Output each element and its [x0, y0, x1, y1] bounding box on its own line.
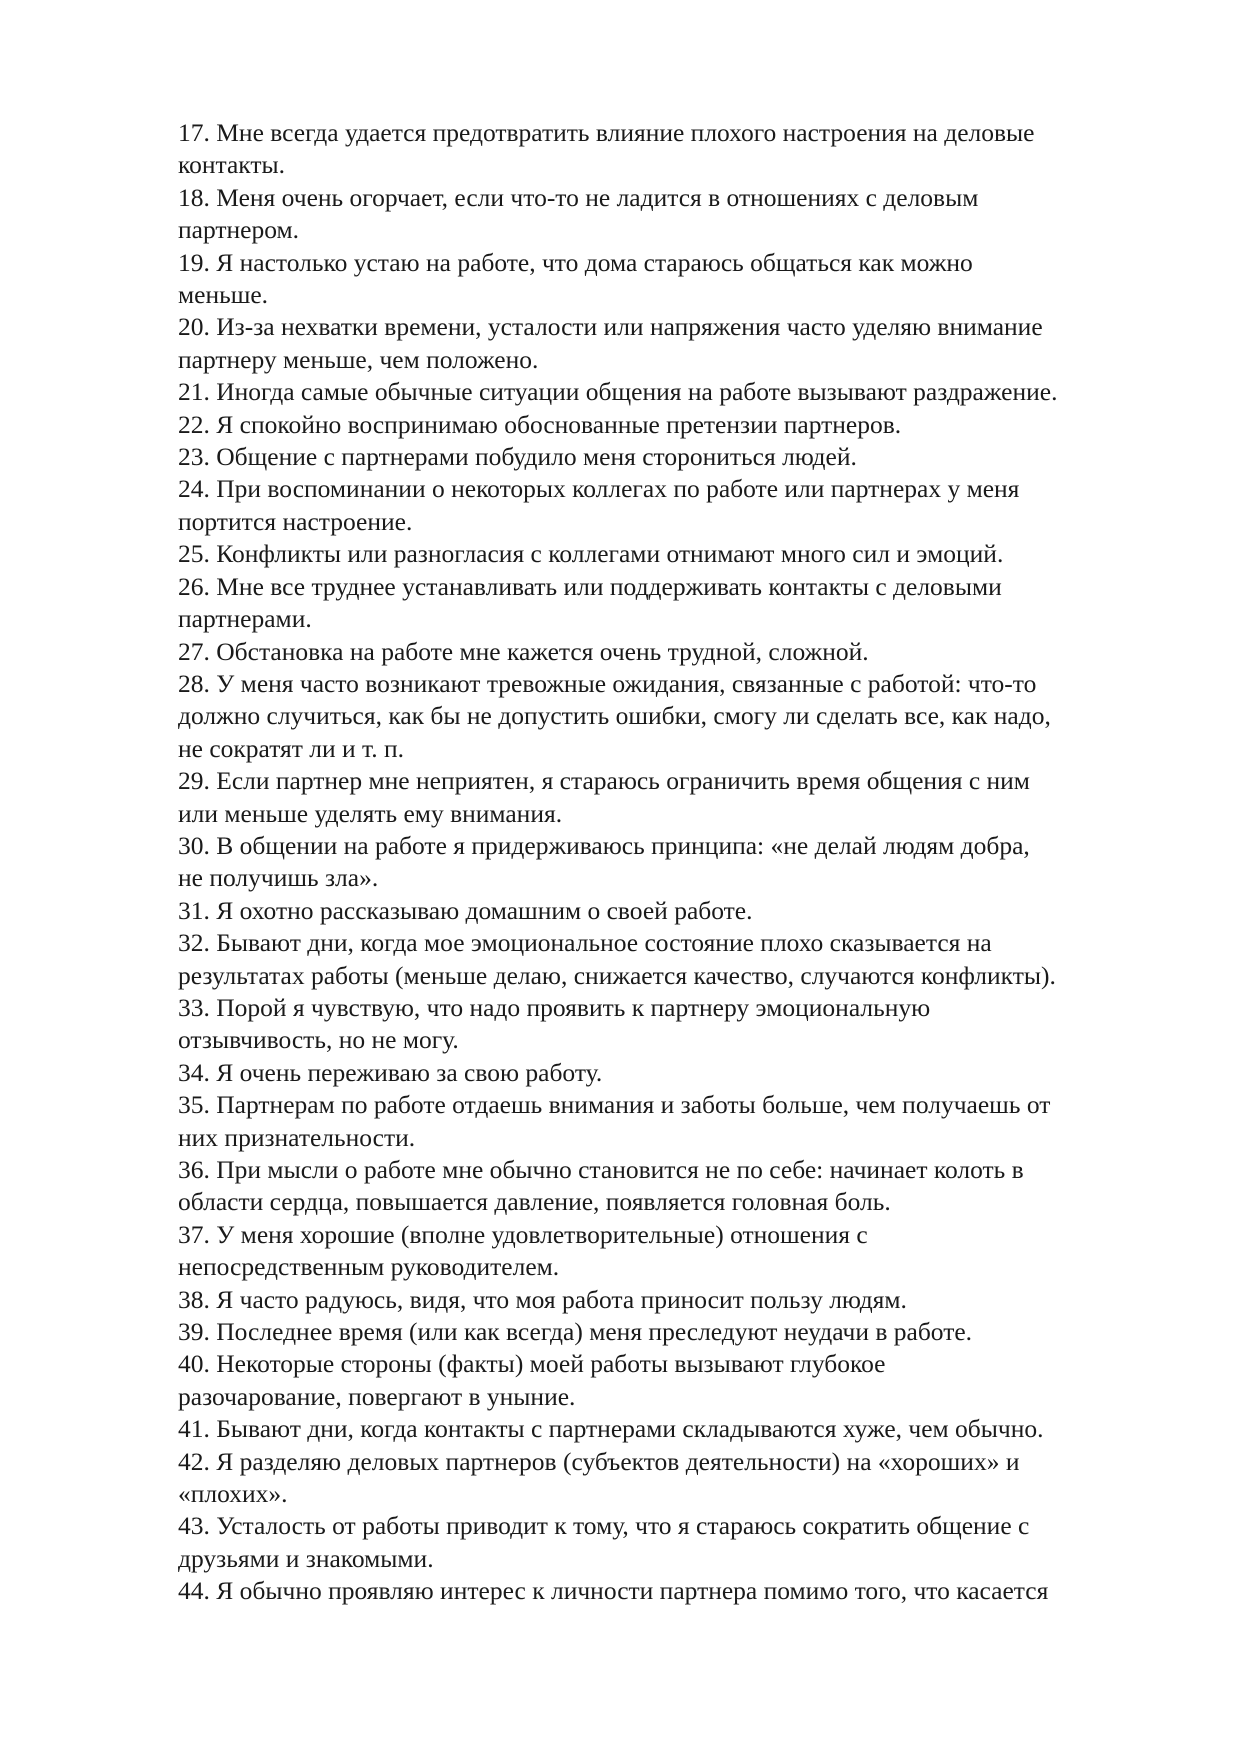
item-number: 29.: [178, 766, 210, 796]
item-continuation-line: меньше.: [178, 280, 269, 310]
item-text: Я настолько устаю на работе, что дома стараюсь общаться как можно: [216, 247, 973, 277]
item-text: Я спокойно воспринимаю обоснованные претензии партнеров.: [216, 409, 902, 439]
item-number: 36.: [178, 1155, 210, 1184]
questionnaire-item: [178, 1348, 1178, 1413]
item-first-line: [178, 1219, 1178, 1251]
item-first-line: [178, 1446, 1178, 1478]
item-text: Последнее время (или как всегда) меня преследуют неудачи в работе.: [216, 1317, 973, 1347]
item-first-line: [178, 927, 1178, 959]
item-text: Партнерам по работе отдаешь внимания и заботы больше, чем получаешь от: [216, 1090, 1051, 1120]
item-text: Общение с партнерами побудило меня сторониться людей.: [216, 442, 857, 472]
item-first-line: [178, 376, 1178, 408]
item-number: 20.: [178, 312, 210, 342]
item-text: Обстановка на работе мне кажется очень трудной, сложной.: [216, 636, 869, 666]
questionnaire-item: [178, 1057, 1178, 1089]
item-number: 37.: [178, 1219, 210, 1249]
questionnaire-item: [178, 830, 1178, 895]
item-text: Мне все труднее устанавливать или поддерживать контакты с деловыми: [216, 571, 1002, 601]
item-number: 23.: [178, 442, 210, 472]
item-text: Иногда самые обычные ситуации общения на работе вызывают раздражение.: [216, 377, 1058, 407]
questionnaire-item: [178, 1089, 1178, 1154]
questionnaire-item: [178, 927, 1178, 992]
questionnaire-item: [178, 636, 1178, 668]
item-continuation-line: не получишь зла».: [178, 863, 379, 893]
item-first-line: [178, 1089, 1178, 1121]
item-text: В общении на работе я придерживаюсь принципа: «не делай людям добра,: [216, 830, 1030, 860]
item-number: 26.: [178, 571, 210, 601]
questionnaire-item: [178, 1284, 1178, 1316]
item-text: Я обычно проявляю интерес к личности партнера помимо того, что касается: [216, 1576, 1049, 1606]
item-first-line: [178, 117, 1178, 149]
questionnaire-item: [178, 182, 1178, 247]
questionnaire-item: [178, 668, 1178, 765]
item-text: При воспоминании о некоторых коллегах по работе или партнерах у меня: [216, 474, 1020, 504]
questionnaire-item: [178, 765, 1178, 830]
item-text: У меня часто возникают тревожные ожидания, связанные с работой: что-то: [216, 668, 1037, 698]
questionnaire-item: [178, 117, 1178, 182]
item-number: 39.: [178, 1317, 210, 1347]
item-first-line: [178, 247, 1178, 279]
item-text: Мне всегда удается предотвратить влияние плохого настроения на деловые: [216, 118, 1035, 147]
item-number: 32.: [178, 928, 210, 958]
questionnaire-item: [178, 441, 1178, 473]
item-text: Меня очень огорчает, если что-то не ладится в отношениях с деловым: [216, 182, 979, 212]
item-continuation-line: партнерами.: [178, 604, 312, 634]
item-text: Бывают дни, когда мое эмоциональное состояние плохо сказывается на: [216, 928, 992, 958]
questionnaire-item: [178, 1575, 1178, 1607]
questionnaire-item: [178, 1316, 1178, 1348]
item-continuation-line: них признательности.: [178, 1122, 416, 1152]
item-continuation-line: области сердца, повышается давление, появляется головная боль.: [178, 1187, 891, 1217]
item-text: Конфликты или разногласия с коллегами отнимают много сил и эмоций.: [216, 539, 1004, 569]
item-number: 31.: [178, 895, 210, 925]
item-number: 27.: [178, 636, 210, 666]
item-number: 19.: [178, 247, 210, 277]
item-text: Я очень переживаю за свою работу.: [216, 1057, 603, 1087]
item-first-line: [178, 668, 1178, 700]
questionnaire-item: [178, 992, 1178, 1057]
item-number: 38.: [178, 1284, 210, 1314]
item-continuation-line: или меньше уделять ему внимания.: [178, 798, 563, 828]
item-number: 43.: [178, 1511, 210, 1541]
item-first-line: [178, 1510, 1178, 1542]
item-first-line: [178, 311, 1178, 343]
item-continuation-line: непосредственным руководителем.: [178, 1252, 560, 1282]
questionnaire-item: [178, 376, 1178, 408]
questionnaire-page: [178, 117, 1178, 1608]
item-number: 40.: [178, 1349, 210, 1379]
item-text: Порой я чувствую, что надо проявить к партнеру эмоциональную: [216, 992, 931, 1022]
questionnaire-item: [178, 1510, 1178, 1575]
questionnaire-item: [178, 1446, 1178, 1511]
item-number: 30.: [178, 830, 210, 860]
item-number: 44.: [178, 1576, 210, 1606]
item-text: Усталость от работы приводит к тому, что я стараюсь сократить общение с: [216, 1511, 1030, 1541]
item-first-line: [178, 895, 1178, 927]
questionnaire-item: [178, 473, 1178, 538]
item-continuation-line: должно случиться, как бы не допустить ошибки, смогу ли сделать все, как надо,: [178, 701, 1051, 731]
item-continuation-line: партнеру меньше, чем положено.: [178, 344, 539, 374]
item-continuation-line: партнером.: [178, 215, 300, 245]
item-first-line: [178, 992, 1178, 1024]
item-number: 42.: [178, 1446, 210, 1476]
item-first-line: [178, 1575, 1178, 1607]
item-first-line: [178, 1316, 1178, 1348]
item-continuation-line: контакты.: [178, 150, 285, 180]
item-number: 24.: [178, 474, 210, 504]
item-continuation-line: друзьями и знакомыми.: [178, 1543, 434, 1573]
questionnaire-item: [178, 1154, 1178, 1219]
questionnaire-item: [178, 311, 1178, 376]
item-first-line: [178, 538, 1178, 570]
item-text: Некоторые стороны (факты) моей работы вызывают глубокое: [216, 1349, 886, 1379]
item-first-line: [178, 571, 1178, 603]
item-text: Если партнер мне неприятен, я стараюсь ограничить время общения с ним: [216, 766, 1030, 796]
item-number: 21.: [178, 377, 210, 407]
item-first-line: [178, 830, 1178, 862]
item-first-line: [178, 1154, 1178, 1186]
questionnaire-item: [178, 247, 1178, 312]
item-number: 22.: [178, 409, 210, 439]
item-first-line: [178, 182, 1178, 214]
item-first-line: [178, 1284, 1178, 1316]
item-text: Я охотно рассказываю домашним о своей работе.: [216, 895, 753, 925]
item-first-line: [178, 765, 1178, 797]
item-text: Бывают дни, когда контакты с партнерами складываются хуже, чем обычно.: [216, 1414, 1044, 1444]
item-number: 18.: [178, 182, 210, 212]
questionnaire-item: [178, 571, 1178, 636]
item-first-line: [178, 473, 1178, 505]
item-continuation-line: не сократят ли и т. п.: [178, 733, 405, 763]
item-continuation-line: отзывчивость, но не могу.: [178, 1025, 459, 1055]
item-text: У меня хорошие (вполне удовлетворительные) отношения с: [216, 1219, 868, 1249]
questionnaire-item: [178, 895, 1178, 927]
item-continuation-line: портится настроение.: [178, 506, 413, 536]
item-number: 17.: [178, 118, 210, 147]
item-number: 34.: [178, 1057, 210, 1087]
questionnaire-item: [178, 538, 1178, 570]
questionnaire-item: [178, 1219, 1178, 1284]
item-number: 25.: [178, 539, 210, 569]
item-first-line: [178, 636, 1178, 668]
item-number: 28.: [178, 668, 210, 698]
item-continuation-line: «плохих».: [178, 1479, 288, 1509]
item-text: При мысли о работе мне обычно становится не по себе: начинает колоть в: [216, 1155, 1024, 1184]
item-text: Я разделяю деловых партнеров (субъектов деятельности) на «хороших» и: [216, 1446, 1020, 1476]
item-number: 41.: [178, 1414, 210, 1444]
item-continuation-line: разочарование, повергают в уныние.: [178, 1381, 576, 1411]
questionnaire-item: [178, 409, 1178, 441]
item-first-line: [178, 441, 1178, 473]
item-first-line: [178, 1348, 1178, 1380]
item-first-line: [178, 409, 1178, 441]
item-continuation-line: результатах работы (меньше делаю, снижается качество, случаются конфликты).: [178, 960, 1056, 990]
item-text: Из-за нехватки времени, усталости или напряжения часто уделяю внимание: [216, 312, 1043, 342]
item-text: Я часто радуюсь, видя, что моя работа приносит пользу людям.: [216, 1284, 907, 1314]
item-first-line: [178, 1057, 1178, 1089]
questionnaire-item: [178, 1413, 1178, 1445]
item-first-line: [178, 1413, 1178, 1445]
item-number: 33.: [178, 992, 210, 1022]
item-number: 35.: [178, 1090, 210, 1120]
